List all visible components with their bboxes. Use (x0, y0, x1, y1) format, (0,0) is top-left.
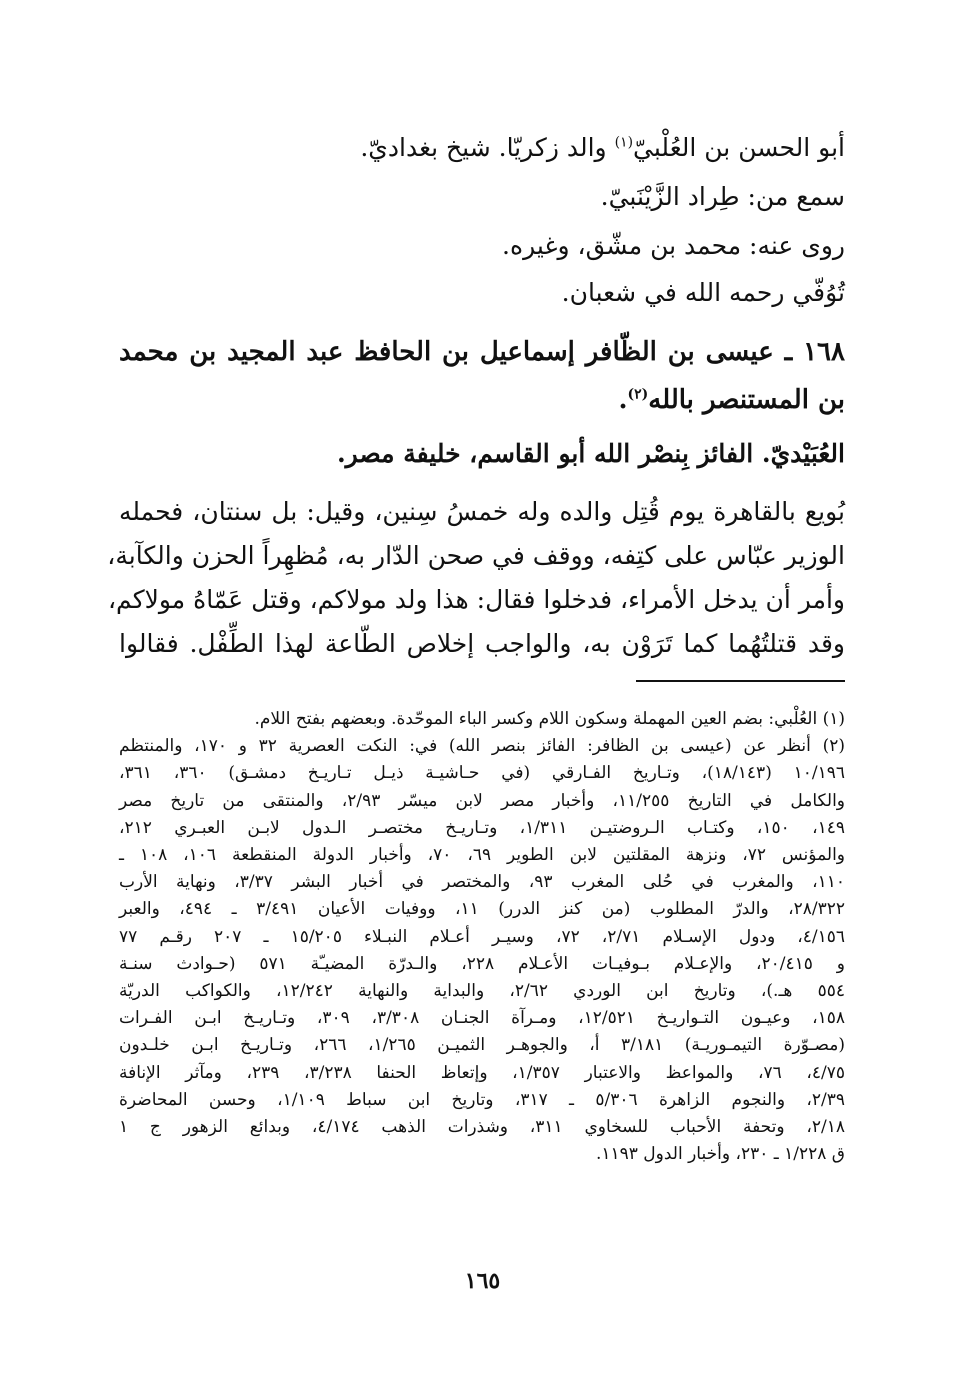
footnote-separator (636, 680, 845, 682)
paragraph-line: الوزير عبّاس على كتِفه، ووقف في صحن الدّار به، مُظهِراً الحزن والكآبة، (107, 541, 845, 570)
entry-167-line-1 (119, 128, 845, 168)
footnote-2-line: ١٤٩، ١٥٠، وكتـاب الـروضتيـن ١/٣١١، وتـاريـخ مختصـر الـدول لابـن العبـري ٢١٢، (119, 817, 845, 838)
footnote-2-line: ٢/١٨، وتحفة الأحباب للسخاوي ٣١١، وشذرات الذهب ٤/١٧٤، وبدائع الزهور ج ١ (119, 1117, 845, 1138)
footnote-1: (١) العُلْبي: بضم العين المهملة وسكون اللام وكسر الباء الموحّدة. وبعضهم بفتح اللام. (254, 709, 845, 729)
entry-168-heading-text: ١٦٨ ـ عيسى بن الظّافر إسماعيل بن الحافظ عبد المجيد بن محمد بن المستنصر بالله (119, 337, 845, 415)
entry-167-name: أبو الحسن بن العُلْبيّ (633, 133, 845, 162)
entry-168-paragraph (107, 492, 845, 668)
footnote-2-line: والمؤنس ٧٢، ونزهة المقلتين لابن الطوير ٦٩، ٧٠، وأخبار الدولة المنقطعة ١٠٦، ١٠٨ ـ (119, 845, 846, 866)
paragraph-line: بُويع بالقاهرة يوم قُتِل والده وله خمسُ سِنين، وقيل: بل سنتان، فحمله (119, 497, 845, 526)
page-number: ١٦٥ (464, 1268, 501, 1294)
entry-168-heading (119, 328, 845, 424)
footnote-2-line: ٥٥٤ هـ.)، وتاريخ ابن الوردي ٢/٦٢، والبداية والنهاية ١٢/٢٤٢، والكواكب الدريّة (119, 981, 845, 1002)
footnote-2-line: و ٢٠/٤١٥، والإعـلام بـوفيـات الأعـلام ٢٢٨، والـدرّة المضيـّة ٥٧١ (حـوادث سنـة (119, 953, 846, 974)
entry-168-heading-end: . (618, 385, 628, 415)
footnote-2-line: ٤/٧٥، ٧٦، والمواعظ والاعتبار ١/٣٥٧، وإتعاظ الحنفا ٣/٢٣٨، ٢٣٩، ومآثر الإنافة (119, 1062, 845, 1083)
entry-167-description: والد زكريّا. شيخ بغداديّ. (360, 133, 615, 162)
paragraph-line: وأمر أن يدخل الأمراء، فدخلوا فقال: هذا ولد مولاكم، وقتل عَمّاهُ مولاكم، (107, 585, 845, 614)
footnote-ref-2: (٢) (627, 386, 649, 403)
footnotes (119, 706, 845, 1168)
footnote-2-line: ١٥٨، وعيـون التـواريـخ ١٢/٥٢١، ومـرآة الجنـان ٣/٣٠٨، ٣٠٩، وتـاريـخ ابـن الفـرات (119, 1008, 846, 1029)
footnote-2-line: ١٠/١٩٦ (١٨/١٤٣)، وتـاريخ الفـارقي (في حـاشيـة ذيـل تـاريـخ دمشـق) ٣٦٠، ٣٦١، (119, 763, 845, 784)
entry-168-subline: العُبَيْديّ. الفائز بِنصْر الله أبو القاسم، خليفة مصر. (336, 439, 845, 468)
entry-167-line-2: سمع من: طِراد الزَّيْنَبيّ. (600, 182, 845, 211)
footnote-2-line: ٢/٣٩، والنجوم الزاهرة ٥/٣٠٦ ـ ٣١٧، وتاريخ ابن سباط ١/١٠٩، وحسن المحاضرة (119, 1089, 846, 1110)
footnote-ref-1: (١) (614, 134, 634, 151)
paragraph-line: وقد قتلتُهُما كما تَرَوْن به، والواجب إخلاص الطّاعة لهذا الطِّفْل. فقالوا (119, 629, 845, 658)
footnote-2-line: (مصـوّرة التيمـوريـة) ٣/١٨١ أ، والجوهـر الثميـن ١/٢٦٥، ٢٦٦، وتـاريـخ ابـن خلـدون (119, 1035, 846, 1056)
entry-167-line-4: تُوُفّي رحمه الله في شعبان. (561, 278, 845, 307)
footnote-2-line: (٢) أنظر عن (عيسى بن الظافر: الفائز بنصر الله) في: النكت العصرية ٣٢ و ١٧٠، والمنتظم (119, 736, 845, 757)
footnote-2-line: ١١٠، والمغرب في حُلى المغرب ٩٣، والمختصر في أخبار البشر ٣/٣٧، ونهاية الأرب (119, 872, 845, 893)
footnote-2-line: ق ١/٢٢٨ ـ ٢٣٠، وأخبار الدول ١١٩٣. (595, 1144, 845, 1165)
footnote-2-line: والكامل في التاريخ ١١/٢٥٥، وأخبار مصر لابن ميسّر ٢/٩٣، والمنتقى من تاريخ مصر (119, 790, 846, 811)
footnote-2-line: ٤/١٥٦، ودول الإسـلام ٢/٧١، ٧٢، وسيـر أعـلام النبـلاء ١٥/٢٠٥ ـ ٢٠٧ رقـم ٧٧ (119, 926, 846, 947)
footnote-2-line: ٢٨/٣٢٢، والدرّ المطلوب (من كنز الدرر) ١١، ووفيات الأعيان ٣/٤٩١ ـ ٤٩٤، والعبر (119, 899, 846, 920)
entry-167-line-3: روى عنه: محمد بن مشّق، وغيره. (502, 231, 845, 260)
